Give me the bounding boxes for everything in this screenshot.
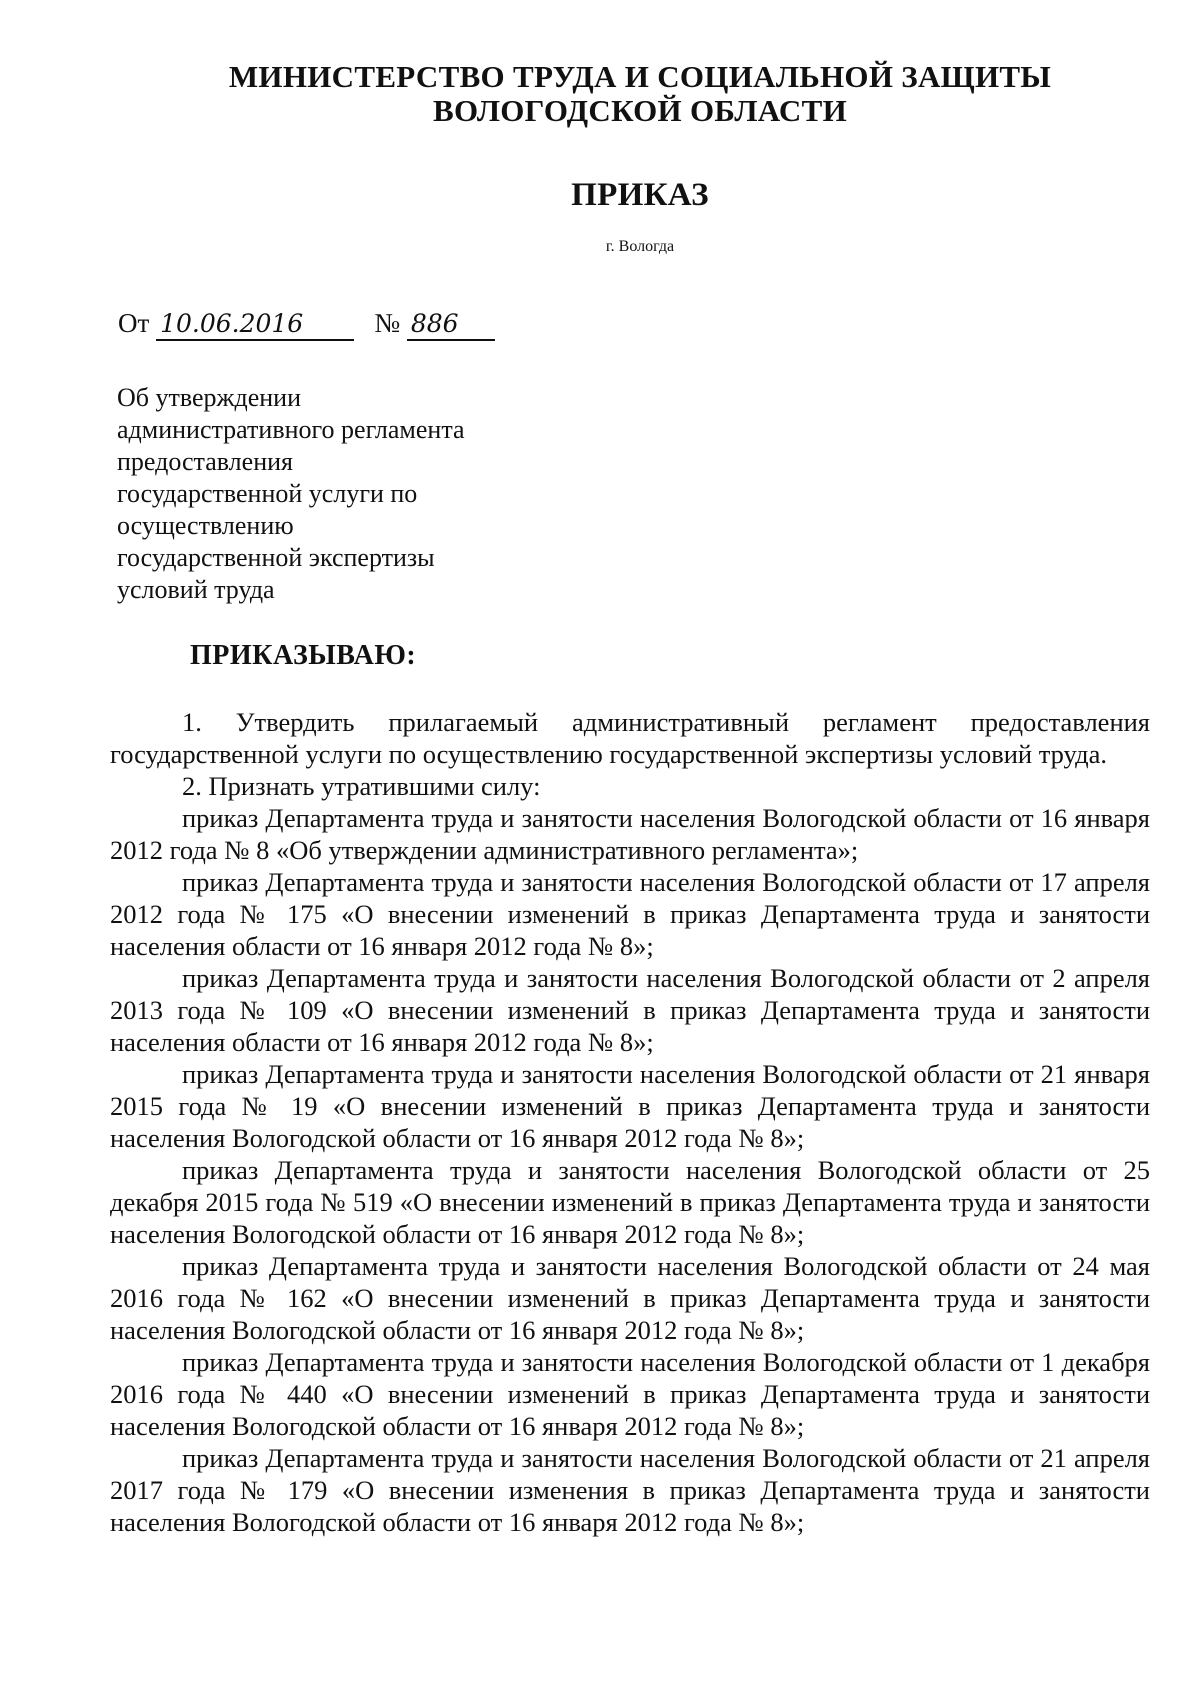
repealed-order: приказ Департамента труда и занятости населения Вологодской области от 16 января 2012 года № 8 «Об утверждении административного регламента»; bbox=[110, 803, 1150, 865]
repealed-order: приказ Департамента труда и занятости населения Вологодской области от 25 декабря 2015 года № 519 «О внесении изменений в приказ Департамента труда и занятости населения Вологодской области от 16 января 2012 года № 8»; bbox=[110, 1155, 1150, 1249]
item-2: 2. Признать утратившими силу: bbox=[182, 771, 541, 801]
ministry-heading bbox=[190, 60, 1090, 128]
subject-line: государственной экспертизы bbox=[117, 543, 435, 572]
item-1: 1. Утвердить прилагаемый административный регламент предоставления государственной услуги по осуществлению государственной экспертизы условий труда. bbox=[110, 707, 1150, 769]
repealed-order: приказ Департамента труда и занятости населения Вологодской области от 24 мая 2016 года № 162 «О внесении изменений в приказ Департамента труда и занятости населения Вологодской области от 16 января 2012 года № 8»; bbox=[110, 1251, 1150, 1345]
subject-line: административного регламента bbox=[117, 415, 465, 444]
repealed-order: приказ Департамента труда и занятости населения Вологодской области от 21 января 2015 года № 19 «О внесении изменений в приказ Департамента труда и занятости населения Вологодской области от 16 января 2012 года № 8»; bbox=[110, 1059, 1150, 1153]
from-label: От bbox=[118, 308, 150, 338]
ministry-line-2: ВОЛОГОДСКОЙ ОБЛАСТИ bbox=[432, 93, 848, 128]
repealed-order: приказ Департамента труда и занятости населения Вологодской области от 1 декабря 2016 года № 440 «О внесении изменений в приказ Департамента труда и занятости населения Вологодской области от 16 января 2012 года № 8»; bbox=[110, 1347, 1150, 1441]
order-word: ПРИКАЗЫВАЮ: bbox=[190, 640, 417, 671]
ministry-line-1: МИНИСТЕРСТВО ТРУДА И СОЦИАЛЬНОЙ ЗАЩИТЫ bbox=[228, 59, 1052, 94]
registration-line bbox=[118, 308, 495, 341]
handwritten-number: 886 bbox=[407, 309, 495, 341]
order-body bbox=[110, 706, 1150, 1538]
repealed-order: приказ Департамента труда и занятости населения Вологодской области от 21 апреля 2017 года № 179 «О внесении изменения в приказ Департамента труда и занятости населения Вологодской области от 16 января 2012 года № 8»; bbox=[110, 1443, 1150, 1537]
document-type-title: ПРИКАЗ bbox=[571, 177, 709, 213]
repealed-order: приказ Департамента труда и занятости населения Вологодской области от 17 апреля 2012 года № 175 «О внесении изменений в приказ Департамента труда и занятости населения области от 16 января 2012 года № 8»; bbox=[110, 867, 1150, 961]
subject-line: осуществлению bbox=[117, 511, 294, 540]
subject-line: условий труда bbox=[117, 575, 275, 604]
subject-line: предоставления bbox=[117, 447, 293, 476]
number-label: № bbox=[374, 308, 401, 338]
subject-line: государственной услуги по bbox=[117, 479, 418, 508]
repealed-order: приказ Департамента труда и занятости населения Вологодской области от 2 апреля 2013 года № 109 «О внесении изменений в приказ Департамента труда и занятости населения области от 16 января 2012 года № 8»; bbox=[110, 963, 1150, 1057]
handwritten-date: 10.06.2016 bbox=[156, 309, 354, 341]
city-label: г. Вологда bbox=[605, 238, 675, 255]
subject-line: Об утверждении bbox=[117, 383, 302, 412]
subject-block bbox=[117, 382, 537, 606]
